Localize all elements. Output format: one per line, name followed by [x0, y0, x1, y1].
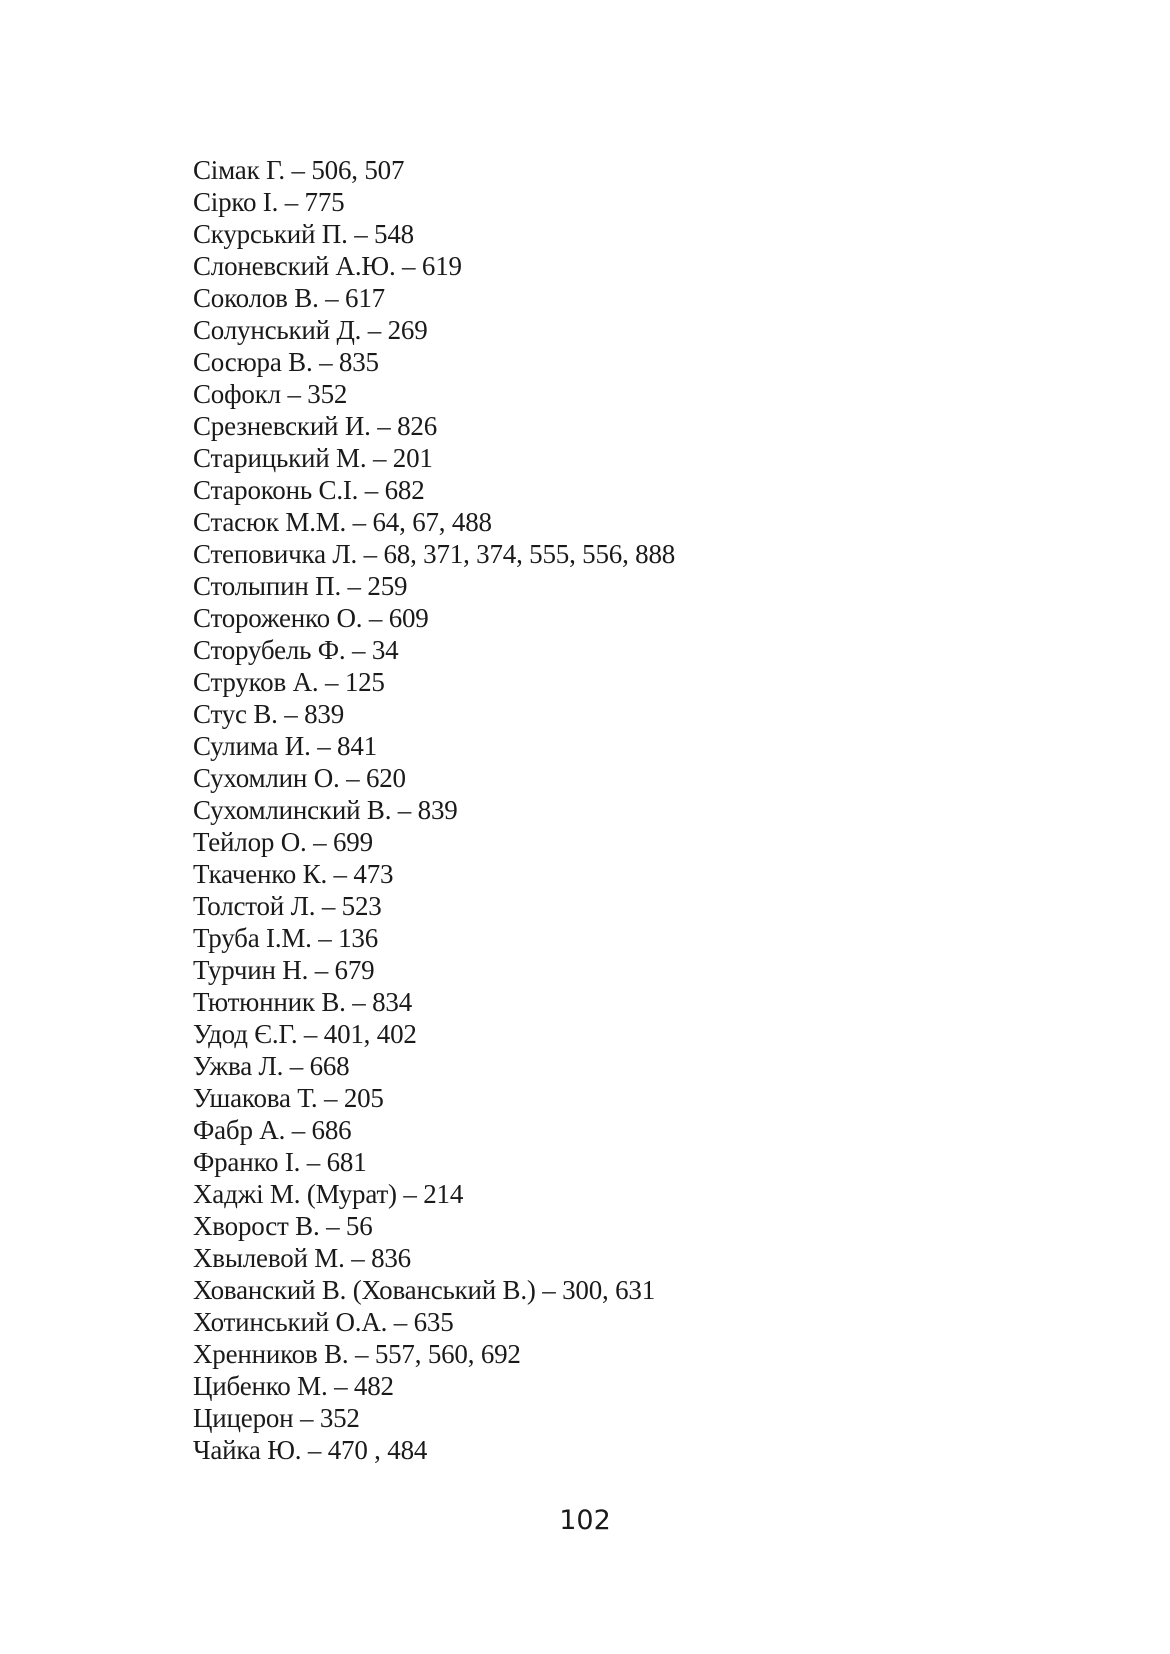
index-entry: Хренников В. – 557, 560, 692	[193, 1339, 521, 1369]
index-entry: Хаджі М. (Мурат) – 214	[193, 1179, 464, 1209]
index-entry: Сімак Г. – 506, 507	[193, 155, 405, 185]
index-entry: Хованский В. (Хованський В.) – 300, 631	[193, 1275, 656, 1305]
index-entry: Турчин Н. – 679	[193, 955, 375, 985]
index-entry: Сторубель Ф. – 34	[193, 635, 399, 665]
index-entry: Солунський Д. – 269	[193, 315, 428, 345]
index-entry: Староконь С.І. – 682	[193, 475, 425, 505]
index-entry: Старицький М. – 201	[193, 443, 433, 473]
index-entry: Франко І. – 681	[193, 1147, 367, 1177]
index-entry: Стасюк М.М. – 64, 67, 488	[193, 507, 492, 537]
index-entry: Ужва Л. – 668	[193, 1051, 350, 1081]
index-entry: Хвылевой М. – 836	[193, 1243, 411, 1273]
index-entry: Сухомлинский В. – 839	[193, 795, 458, 825]
index-entry: Тютюнник В. – 834	[193, 987, 413, 1017]
index-entry: Столыпин П. – 259	[193, 571, 408, 601]
index-entry: Ушакова Т. – 205	[193, 1083, 384, 1113]
index-entry: Сірко І. – 775	[193, 187, 345, 217]
index-entry: Труба І.М. – 136	[193, 923, 379, 953]
index-entry: Стороженко О. – 609	[193, 603, 429, 633]
index-entry: Тейлор О. – 699	[193, 827, 373, 857]
index-entry: Сулима И. – 841	[193, 731, 377, 761]
index-entry: Соколов В. – 617	[193, 283, 385, 313]
index-entry: Сосюра В. – 835	[193, 347, 379, 377]
index-entry: Скурський П. – 548	[193, 219, 414, 249]
index-entry: Стус В. – 839	[193, 699, 344, 729]
index-entry: Струков А. – 125	[193, 667, 385, 697]
index-entry: Слоневский А.Ю. – 619	[193, 251, 462, 281]
index-entry: Степовичка Л. – 68, 371, 374, 555, 556, 888	[193, 539, 676, 569]
index-entry: Софокл – 352	[193, 379, 348, 409]
page-number: 102	[559, 1505, 611, 1536]
index-entry: Ткаченко К. – 473	[193, 859, 394, 889]
index-entry: Сухомлин О. – 620	[193, 763, 406, 793]
index-entry: Срезневский И. – 826	[193, 411, 438, 441]
index-entry: Удод Є.Г. – 401, 402	[193, 1019, 417, 1049]
index-entry: Хотинський О.А. – 635	[193, 1307, 454, 1337]
index-entry: Цицерон – 352	[193, 1403, 360, 1433]
index-entry: Толстой Л. – 523	[193, 891, 382, 921]
index-entry: Чайка Ю. – 470 , 484	[193, 1435, 428, 1465]
index-entry: Хворост В. – 56	[193, 1211, 373, 1241]
name-index-list	[193, 154, 675, 1466]
index-entry: Цибенко М. – 482	[193, 1371, 394, 1401]
index-entry: Фабр А. – 686	[193, 1115, 352, 1145]
